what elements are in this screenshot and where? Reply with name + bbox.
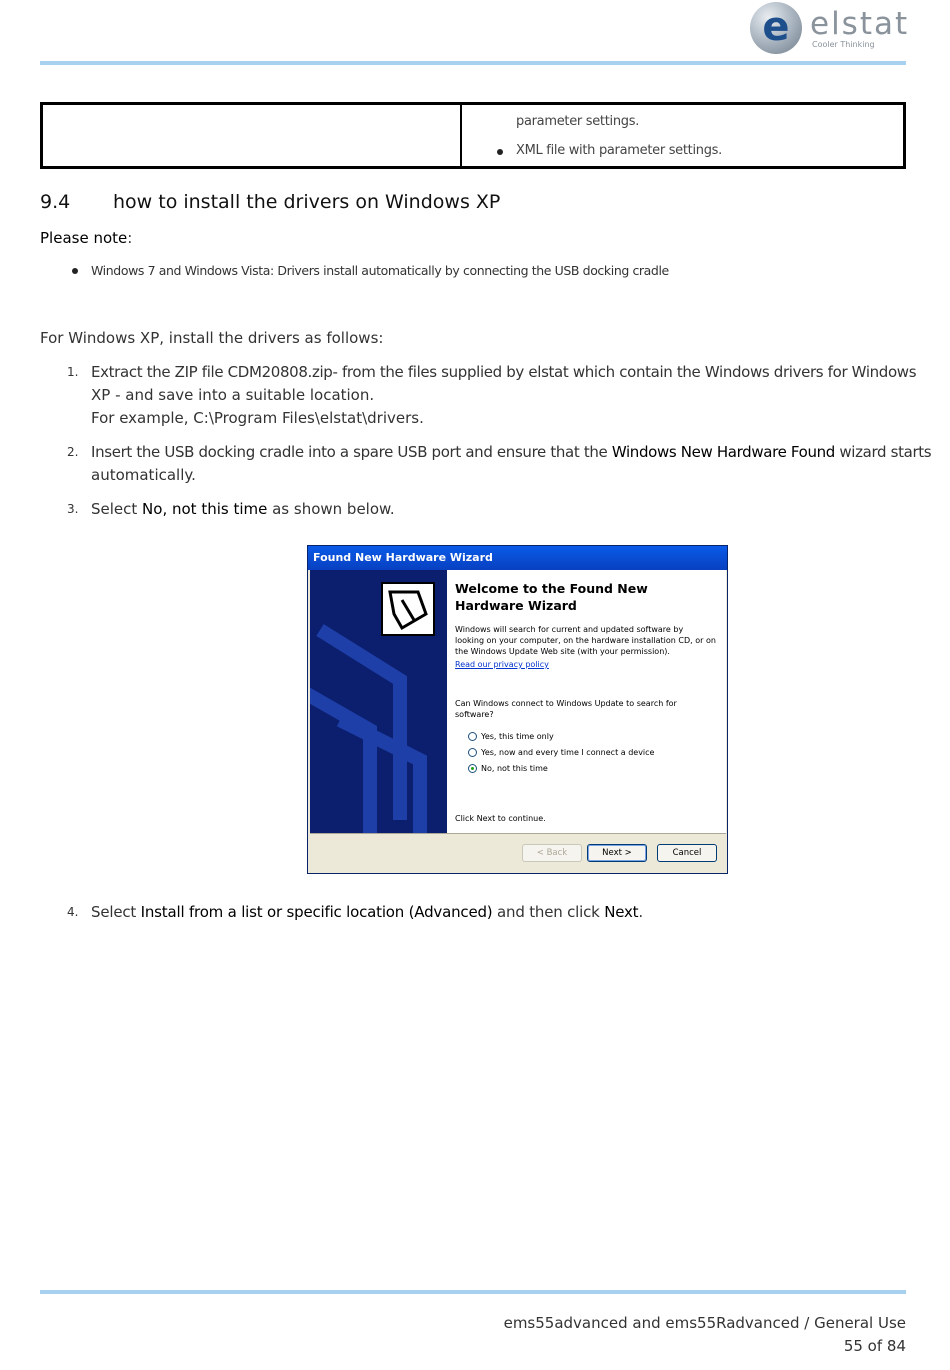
footer-rule: [40, 1290, 906, 1294]
radio-yes-this-time[interactable]: [468, 732, 477, 741]
step-4-emphasis: Next: [604, 903, 639, 921]
step-1-line: Extract the ZIP file CDM20808.zip- from the files supplied by elstat which contain the Windows drivers for Windows: [91, 363, 917, 381]
step-3-emphasis: No, not this time: [142, 500, 268, 518]
wizard-content: [447, 570, 726, 833]
step-number: 1.: [67, 365, 79, 379]
intro-text: For Windows XP, install the drivers as follows:: [40, 329, 384, 347]
footer-page-number: 55 of 84: [843, 1337, 906, 1355]
step-number: 2.: [67, 445, 79, 459]
cancel-button[interactable]: Cancel: [657, 844, 717, 862]
elstat-logo-mark: [750, 2, 802, 54]
footer-document-title: ems55advanced and ems55Radvanced / General Use: [503, 1314, 906, 1332]
step-2-emphasis: Windows New Hardware Found: [611, 443, 835, 461]
wizard-screenshot: [307, 545, 728, 874]
wizard-description-line: looking on your computer, on the hardware installation CD, or on: [455, 636, 716, 645]
step-4-text: [91, 901, 643, 924]
wizard-button-bar: [310, 833, 726, 873]
step-1-line: XP - and save into a suitable location.: [91, 386, 375, 404]
table-column-divider: [460, 105, 462, 166]
wizard-title-bar: Found New Hardware Wizard: [308, 546, 727, 570]
back-button[interactable]: < Back: [522, 844, 582, 862]
section-title: how to install the drivers on Windows XP: [113, 191, 501, 213]
note-label-text: Please note: [40, 229, 128, 247]
wizard-heading-line: Welcome to the Found New: [455, 581, 648, 596]
wizard-question-line: Can Windows connect to Windows Update to search for: [455, 699, 677, 708]
step-2-text-part: Insert the USB docking cradle into a spare USB port and ensure that the: [91, 443, 612, 461]
note-label: [40, 228, 132, 248]
step-4-emphasis: Install from a list or specific location (Advanced): [140, 903, 493, 921]
logo-letter: e: [762, 4, 790, 50]
wizard-heading-line: Hardware Wizard: [455, 598, 577, 613]
step-2-line: automatically.: [91, 466, 196, 484]
section-number: 9.4: [40, 191, 71, 213]
step-3-text-part: Select: [91, 500, 143, 518]
step-4-text-part: and then click: [492, 903, 605, 921]
next-button[interactable]: Next >: [587, 844, 647, 862]
radio-label: Yes, now and every time I connect a device: [481, 748, 655, 757]
step-2-text-part: wizard starts: [834, 443, 932, 461]
step-number: 3.: [67, 502, 79, 516]
radio-no-not-this-time[interactable]: [468, 764, 477, 773]
bullet-icon: [497, 149, 503, 155]
radio-label: No, not this time: [481, 764, 548, 773]
wizard-question: [455, 698, 677, 720]
logo-tagline: Cooler Thinking: [812, 40, 875, 49]
step-4-text-part: Select: [91, 903, 141, 921]
note-colon: :: [127, 229, 133, 247]
table-cell-line: parameter settings.: [516, 114, 640, 129]
wizard-description-line: Windows will search for current and updated software by: [455, 625, 684, 634]
radio-label: Yes, this time only: [481, 732, 554, 741]
wizard-description-line: the Windows Update Web site (with your permission).: [455, 647, 670, 656]
step-3-text: [91, 498, 395, 521]
step-2-text: [91, 441, 932, 487]
step-1-text: [91, 361, 917, 430]
hardware-banner-graphic: [310, 570, 447, 833]
parameter-table: [40, 102, 906, 169]
elstat-logo-text: elstat: [810, 6, 910, 42]
note-bullet-text: Windows 7 and Windows Vista: Drivers install automatically by connecting the USB docking cradle: [91, 263, 669, 278]
step-3-text-part: as shown below.: [267, 500, 395, 518]
header-rule: [40, 61, 906, 65]
wizard-description: [455, 624, 716, 657]
wizard-question-line: software?: [455, 710, 494, 719]
wizard-continue-text: Click Next to continue.: [455, 814, 546, 823]
radio-yes-every-time[interactable]: [468, 748, 477, 757]
privacy-policy-link[interactable]: Read our privacy policy: [455, 660, 549, 669]
bullet-icon: [72, 268, 78, 274]
step-1-line: For example, C:\Program Files\elstat\drivers.: [91, 409, 424, 427]
section-heading: [40, 189, 500, 215]
step-number: 4.: [67, 905, 79, 919]
table-cell-bullet: XML file with parameter settings.: [516, 143, 722, 158]
step-4-text-part: .: [638, 903, 643, 921]
wizard-side-banner: [310, 570, 447, 833]
